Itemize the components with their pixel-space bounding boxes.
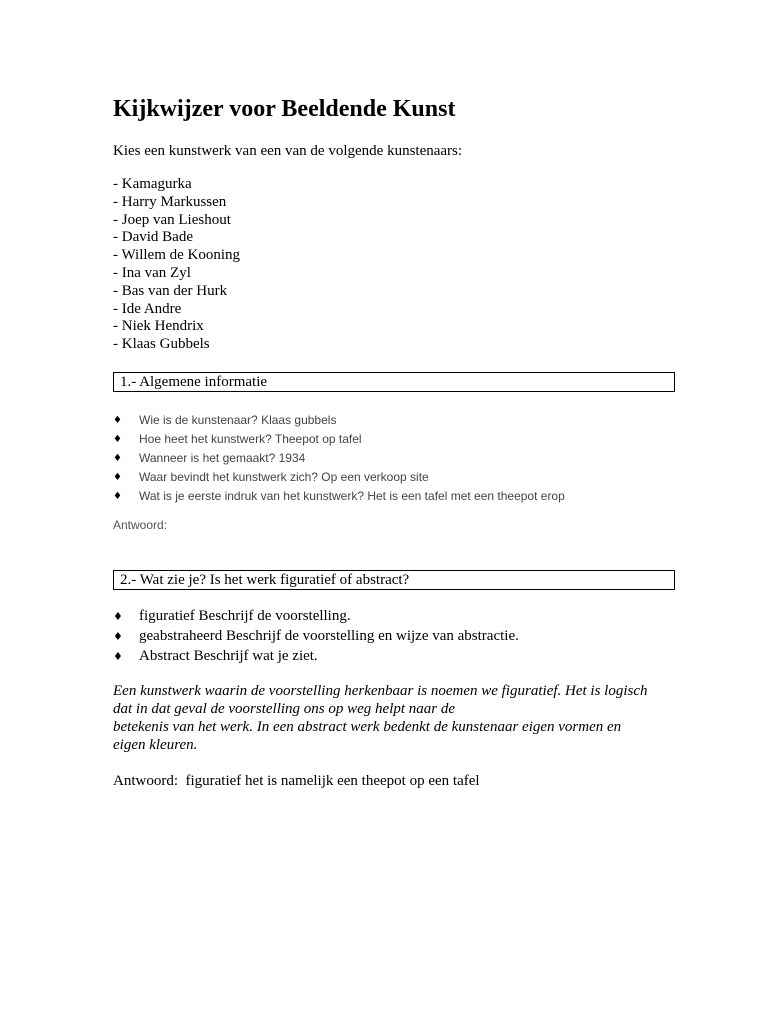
question-list	[113, 411, 565, 506]
artist-list	[113, 176, 240, 354]
section-heading-general-info: 1.- Algemene informatie	[113, 372, 675, 392]
list-item: - Niek Hendrix	[113, 318, 204, 335]
explanation-line: betekenis van het werk. In een abstract werk bedenkt de kunstenaar eigen vormen en	[113, 719, 622, 735]
diamond-bullet-icon: ♦	[113, 434, 122, 445]
intro-text: Kies een kunstwerk van een van de volgende kunstenaars:	[113, 143, 463, 159]
explanation-paragraph	[113, 682, 673, 754]
list-item	[113, 449, 565, 468]
option-text: figuratief Beschrijf de voorstelling.	[139, 608, 351, 624]
list-item: - Willem de Kooning	[113, 247, 241, 264]
list-item: - Joep van Lieshout	[113, 211, 231, 228]
option-list	[113, 606, 519, 666]
explanation-line: dat in dat geval de voorstelling ons op weg helpt naar de	[113, 701, 456, 717]
list-item: - Klaas Gubbels	[113, 336, 210, 353]
list-item	[113, 487, 565, 506]
diamond-bullet-icon: ♦	[113, 491, 122, 502]
option-text: geabstraheerd Beschrijf de voorstelling en wijze van abstractie.	[139, 628, 519, 644]
list-item	[113, 606, 519, 626]
option-text: Abstract Beschrijf wat je ziet.	[139, 648, 318, 664]
explanation-line: Een kunstwerk waarin de voorstelling herkenbaar is noemen we figuratief. Het is logisch	[113, 683, 648, 699]
list-item: - Bas van der Hurk	[113, 282, 228, 299]
diamond-bullet-icon: ♦	[113, 650, 123, 663]
explanation-line: eigen kleuren.	[113, 737, 198, 753]
list-item: - Ina van Zyl	[113, 264, 191, 281]
question-text: Wat is je eerste indruk van het kunstwerk? Het is een tafel met een theepot erop	[139, 489, 565, 503]
diamond-bullet-icon: ♦	[113, 415, 122, 426]
answer-text: Antwoord: figuratief het is namelijk een theepot op een tafel	[113, 773, 480, 789]
page-title: Kijkwijzer voor Beeldende Kunst	[113, 96, 456, 122]
question-text: Wie is de kunstenaar? Klaas gubbels	[139, 413, 337, 427]
answer-label: Antwoord:	[113, 518, 168, 532]
question-text: Hoe heet het kunstwerk? Theepot op tafel	[139, 432, 362, 446]
list-item: - David Bade	[113, 229, 193, 246]
question-text: Waar bevindt het kunstwerk zich? Op een verkoop site	[139, 470, 429, 484]
diamond-bullet-icon: ♦	[113, 610, 123, 623]
list-item	[113, 468, 565, 487]
list-item: - Harry Markussen	[113, 193, 227, 210]
list-item: - Kamagurka	[113, 176, 192, 192]
section-heading-what-do-you-see: 2.- Wat zie je? Is het werk figuratief of abstract?	[113, 570, 675, 590]
diamond-bullet-icon: ♦	[113, 630, 123, 643]
list-item: - Ide Andre	[113, 300, 182, 317]
diamond-bullet-icon: ♦	[113, 472, 122, 483]
question-text: Wanneer is het gemaakt? 1934	[139, 451, 306, 465]
list-item	[113, 411, 565, 430]
list-item	[113, 626, 519, 646]
list-item	[113, 430, 565, 449]
list-item	[113, 646, 519, 666]
diamond-bullet-icon: ♦	[113, 453, 122, 464]
